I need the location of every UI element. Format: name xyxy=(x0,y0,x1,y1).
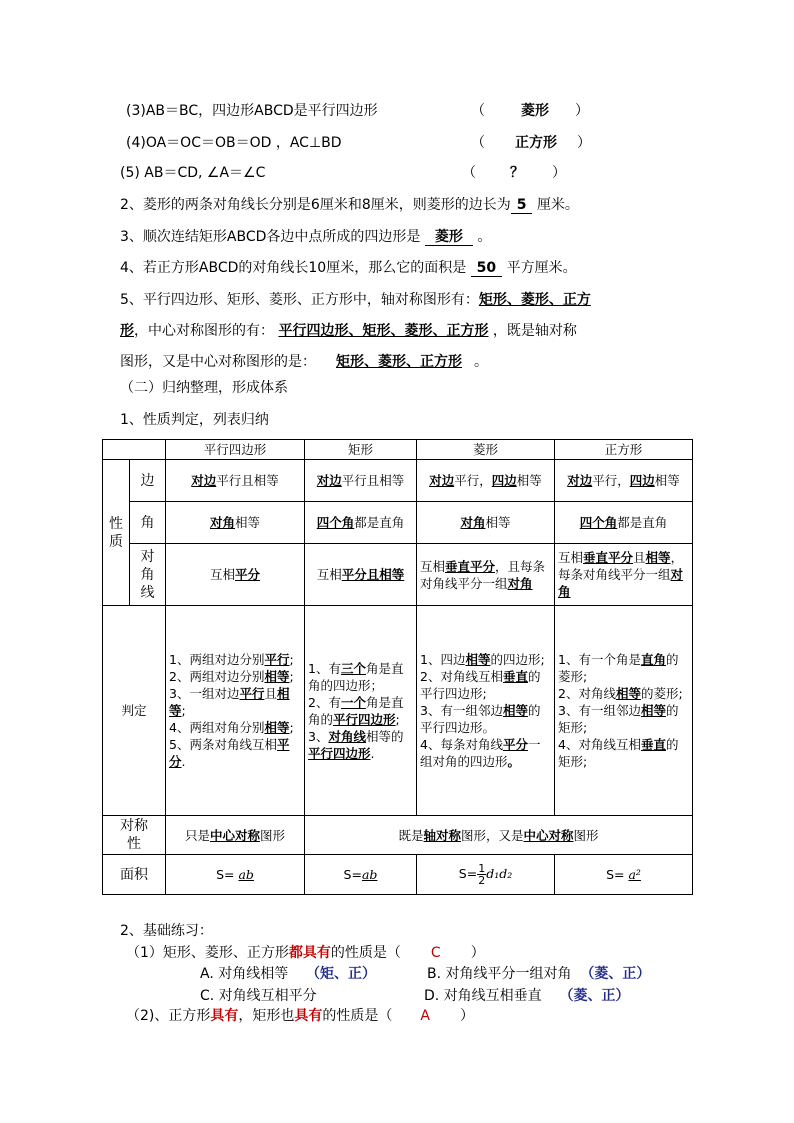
text-run: 对角 xyxy=(209,515,235,530)
text-run: 平分 xyxy=(502,737,528,752)
text-run: 4、若正方形ABCD的对角线长10厘米，那么它的面积是 xyxy=(120,260,467,276)
text-run: 的菱形; xyxy=(558,652,679,684)
text-run: 的平行四边形。 xyxy=(420,703,541,735)
text-run: 5、两条对角线互相 xyxy=(169,737,277,752)
row-judgment-label: 判定 xyxy=(103,606,166,816)
text-run: 平行且相等 xyxy=(216,473,279,488)
text-run: 中心对称 xyxy=(209,827,260,843)
text-run: 性质 xyxy=(109,515,123,550)
item-2 xyxy=(120,195,579,215)
text-run: 互相 xyxy=(558,550,584,565)
text-run: 相等 xyxy=(264,720,290,735)
text-run: 对边 xyxy=(567,473,593,488)
header-corner xyxy=(103,440,166,460)
text-run: 1 xyxy=(478,862,486,875)
text-run: . xyxy=(181,754,186,769)
text-run: 的性质是（ xyxy=(330,945,401,961)
text-run: d₁d₂ xyxy=(486,866,513,881)
text-run: 相等 xyxy=(502,703,528,718)
cell-area-rectangle xyxy=(305,855,417,895)
cell-angle-rhombus xyxy=(417,502,555,544)
text-run: 相等 xyxy=(169,686,290,718)
text-run: 1、有一个角是 xyxy=(558,652,641,667)
text-run: 相等 xyxy=(615,686,641,701)
text-run: ; xyxy=(289,652,294,667)
item-5-answer-both: 矩形、菱形、正方形 xyxy=(336,354,462,370)
text-run: (5) AB＝CD, ∠A＝∠C xyxy=(120,165,266,181)
text-run: 四边 xyxy=(629,473,655,488)
text-run: 相等 xyxy=(465,652,491,667)
text-run: 图形 xyxy=(260,827,286,843)
text-run: 相等 xyxy=(516,473,542,488)
text-run: (3)AB＝BC，四边形ABCD是平行四边形 xyxy=(126,103,378,119)
text-run: 的矩形; xyxy=(558,703,679,735)
row-symmetry-label xyxy=(103,816,166,855)
text-run: 角是直角的 xyxy=(308,694,404,727)
text-run: 四个角 xyxy=(316,515,355,530)
row-angle-label: 角 xyxy=(130,502,166,544)
q4-line xyxy=(126,133,342,153)
option-c xyxy=(200,986,317,1006)
item-2-answer: 5 xyxy=(511,197,533,214)
text-run: 对角线 xyxy=(140,548,155,601)
item-5-line-2 xyxy=(120,321,577,341)
item-4 xyxy=(120,258,577,278)
text-run: 一组对角的四边形 xyxy=(420,737,541,769)
text-run: ，每条对角线平分一组 xyxy=(558,550,684,582)
text-run: 都是直角 xyxy=(617,515,668,530)
text-run: 4、对角线互相 xyxy=(558,737,641,752)
cell-edge-square xyxy=(555,460,693,502)
option-b xyxy=(427,964,650,984)
text-run: 相等 xyxy=(640,703,666,718)
text-run: 。 xyxy=(474,354,488,370)
practice-q2-answer: A xyxy=(420,1008,430,1024)
text-run: ; xyxy=(289,720,294,735)
text-run: 平行四边形 xyxy=(308,745,371,761)
text-run: B. 对角线平分一组对角 xyxy=(427,966,572,982)
text-run: 1、有 xyxy=(308,660,341,676)
text-run: 垂直平分 xyxy=(583,550,634,565)
text-run: 对角 xyxy=(460,515,486,530)
cell-angle-rectangle xyxy=(305,502,417,544)
practice-q1-answer: C xyxy=(430,945,441,961)
text-run: （2)、正方形 xyxy=(126,1008,211,1024)
text-run: ，中心对称图形的有： xyxy=(134,323,274,339)
practice-q1 xyxy=(126,943,485,963)
text-run: 2、两组对边分别 xyxy=(169,669,265,684)
text-run: 3、一组对边 xyxy=(169,686,240,701)
text-run: 三个 xyxy=(340,660,366,676)
cell-edge-rectangle xyxy=(305,460,417,502)
text-run: 且 xyxy=(264,686,277,701)
text-run: ab xyxy=(238,867,254,882)
text-run: 轴对称 xyxy=(423,827,461,843)
item-5-answer-axial: 矩形、菱形、正方 xyxy=(478,292,591,308)
cell-area-rhombus xyxy=(417,855,555,895)
text-run: 相等 xyxy=(645,550,671,565)
text-run: （矩、正） xyxy=(306,966,377,982)
text-run: (4)OA＝OC＝OB＝OD ，AC⊥BD xyxy=(126,135,342,151)
text-run: 中心对称 xyxy=(523,827,574,843)
row-area-label: 面积 xyxy=(103,855,166,895)
text-run: S= xyxy=(216,867,235,882)
text-run: 具有 xyxy=(210,1008,239,1024)
cell-edge-parallelogram xyxy=(166,460,305,502)
text-run: ） xyxy=(552,165,566,181)
text-run: 1、四边 xyxy=(420,652,466,667)
text-run: 对角 xyxy=(558,567,684,599)
text-run: ，且每条对角线平分一组 xyxy=(420,558,546,591)
text-run: 5、平行四边形、矩形、菱形、正方形中，轴对称图形有： xyxy=(120,292,479,308)
header-rectangle: 矩形 xyxy=(305,440,417,460)
text-run: 平分且相等 xyxy=(341,567,405,582)
text-run: 2、对角线互相 xyxy=(420,669,503,684)
text-run: 的平行四边形; xyxy=(420,669,541,701)
text-run: ） xyxy=(470,945,485,961)
text-run: 的性质是（ xyxy=(322,1008,393,1024)
text-run: 平行 xyxy=(264,652,290,667)
row-edge xyxy=(103,460,693,502)
text-run: 厘米。 xyxy=(536,197,579,213)
row-diagonal xyxy=(103,544,693,606)
text-run: 对称性 xyxy=(120,818,148,852)
row-symmetry xyxy=(103,816,693,855)
cell-angle-square xyxy=(555,502,693,544)
text-run: （菱、正） xyxy=(559,988,630,1004)
cell-judgment-rhombus xyxy=(417,606,555,816)
practice-q2 xyxy=(126,1006,474,1026)
text-run: 都是直角 xyxy=(354,515,405,530)
cell-symmetry-others xyxy=(305,816,693,855)
text-run: 对边 xyxy=(191,473,217,488)
q3-answer: 菱形 xyxy=(521,103,549,119)
q3-answer-group xyxy=(471,101,589,121)
cell-area-parallelogram xyxy=(166,855,305,895)
text-run: 垂直 xyxy=(502,669,528,684)
text-run: 相等的 xyxy=(365,728,404,744)
cell-diagonal-parallelogram xyxy=(166,544,305,606)
text-run: 相等 xyxy=(235,515,261,530)
text-run: （ xyxy=(462,165,476,181)
text-run: S= xyxy=(343,867,362,882)
text-run: 3、顺次连结矩形ABCD各边中点所成的四边形是 xyxy=(120,229,421,245)
text-run: 4、两组对角分别 xyxy=(169,720,265,735)
text-run: . xyxy=(370,745,375,761)
text-run: 对边 xyxy=(316,473,342,488)
text-run: S= xyxy=(606,867,625,882)
text-run: ; xyxy=(289,669,294,684)
text-run: ） xyxy=(459,1008,474,1024)
text-run: 一个 xyxy=(340,694,366,710)
q5-line xyxy=(120,163,265,183)
text-run: 2、有 xyxy=(308,694,341,710)
row-area xyxy=(103,855,693,895)
cell-diagonal-rhombus xyxy=(417,544,555,606)
text-run: A. 对角线相等 xyxy=(200,966,289,982)
text-run: 的矩形; xyxy=(558,737,679,769)
row-judgment xyxy=(103,606,693,816)
text-run: C. 对角线互相平分 xyxy=(200,988,317,1004)
text-run: 只是 xyxy=(184,827,210,843)
text-run: a² xyxy=(628,867,641,882)
cell-area-square xyxy=(555,855,693,895)
text-run: 垂直 xyxy=(640,737,666,752)
text-run: S= xyxy=(458,866,478,881)
item-5-answer-central: 平行四边形、矩形、菱形、正方形 xyxy=(278,323,489,339)
text-run: 对边 xyxy=(429,473,455,488)
text-run: 四边 xyxy=(491,473,517,488)
text-run: 对角 xyxy=(507,575,533,591)
text-run: 直角 xyxy=(640,652,666,667)
text-run: 相等 xyxy=(485,515,511,530)
text-run: ; xyxy=(395,711,400,727)
text-run: 对角线 xyxy=(328,728,366,744)
text-run: 互相 xyxy=(209,567,235,582)
item-5-line-3 xyxy=(120,352,488,372)
text-run: 1、两组对边分别 xyxy=(169,652,265,667)
cell-edge-rhombus xyxy=(417,460,555,502)
text-run: 平方厘米。 xyxy=(506,260,577,276)
text-run: 且 xyxy=(633,550,646,565)
text-run: ） xyxy=(575,103,589,119)
text-run: 都具有 xyxy=(288,945,331,961)
header-square: 正方形 xyxy=(555,440,693,460)
section-subtitle: 1、性质判定，列表归纳 xyxy=(120,412,269,428)
cell-angle-parallelogram xyxy=(166,502,305,544)
area-fraction xyxy=(477,863,486,886)
header-parallelogram: 平行四边形 xyxy=(166,440,305,460)
q4-answer: 正方形 xyxy=(515,135,557,151)
cell-symmetry-parallelogram xyxy=(166,816,305,855)
option-a xyxy=(200,964,376,984)
q5-answer: ？ xyxy=(510,165,524,181)
text-run: （1）矩形、菱形、正方形 xyxy=(126,945,289,961)
text-run: 2、对角线 xyxy=(558,686,616,701)
text-run: 图形，又是中心对称图形的是： xyxy=(120,354,316,370)
text-run: ，既是轴对称 xyxy=(492,323,577,339)
item-3 xyxy=(120,227,491,247)
text-run: 3、有一组邻边 xyxy=(420,703,503,718)
text-run: 2 xyxy=(478,874,486,887)
section-title: （二）归纳整理，形成体系 xyxy=(120,380,288,396)
text-run: 平分 xyxy=(235,567,261,582)
item-4-answer: 50 xyxy=(471,260,502,277)
text-run: 图形 xyxy=(573,827,599,843)
cell-diagonal-rectangle xyxy=(305,544,417,606)
text-run: 的菱形; xyxy=(640,686,683,701)
text-run: 相等 xyxy=(264,669,290,684)
text-run: 图形，又是 xyxy=(460,827,524,843)
text-run: ，矩形也 xyxy=(238,1008,295,1024)
properties-table xyxy=(102,439,693,895)
text-run: 3、有一组邻边 xyxy=(558,703,641,718)
cell-judgment-rectangle xyxy=(305,606,417,816)
text-run: 既是 xyxy=(398,827,424,843)
header-rhombus: 菱形 xyxy=(417,440,555,460)
text-run: 平行， xyxy=(592,473,630,488)
text-run: 角是直角的四边形； xyxy=(308,660,404,693)
text-run: 平行 xyxy=(239,686,265,701)
text-run: 3、 xyxy=(308,728,329,744)
item-3-answer: 菱形 xyxy=(425,229,473,246)
practice-title: 2、基础练习： xyxy=(120,923,213,939)
text-run: 四个角 xyxy=(579,515,618,530)
row-edge-label: 边 xyxy=(130,460,166,502)
text-run: 具有 xyxy=(294,1008,323,1024)
text-run: 平分 xyxy=(169,737,290,769)
q3-line xyxy=(126,101,378,121)
text-run: （ xyxy=(471,103,485,119)
text-run: ） xyxy=(577,135,591,151)
text-run: 互相 xyxy=(420,558,446,574)
text-run: 2、菱形的两条对角线长分别是6厘米和8厘米，则菱形的边长为 xyxy=(120,197,511,213)
cell-judgment-parallelogram xyxy=(166,606,305,816)
text-run: D. 对角线互相垂直 xyxy=(424,988,542,1004)
text-run: （菱、正） xyxy=(580,966,651,982)
text-run: 平行四边形 xyxy=(333,711,396,727)
text-run: 4、每条对角线 xyxy=(420,737,503,752)
text-run: （ xyxy=(471,135,485,151)
text-run: 垂直平分 xyxy=(445,558,496,574)
text-run: 。 xyxy=(477,229,492,245)
header-row xyxy=(103,440,693,460)
text-run: 。 xyxy=(507,754,521,769)
text-run: ; xyxy=(181,703,186,718)
text-run: 相等 xyxy=(654,473,680,488)
group-properties-label xyxy=(103,460,130,606)
text-run: ab xyxy=(361,867,378,882)
q5-answer-group xyxy=(462,163,566,183)
text-run: 的四边形; xyxy=(490,652,545,667)
text-run: 平行且相等 xyxy=(341,473,405,488)
cell-diagonal-square xyxy=(555,544,693,606)
q4-answer-group xyxy=(471,133,591,153)
item-5-line-1 xyxy=(120,290,591,310)
text-run: 平行， xyxy=(454,473,492,488)
row-angle xyxy=(103,502,693,544)
text-run: 形 xyxy=(120,323,134,339)
cell-judgment-square xyxy=(555,606,693,816)
option-d xyxy=(424,986,630,1006)
row-diagonal-label xyxy=(130,544,166,606)
text-run: 互相 xyxy=(316,567,342,582)
